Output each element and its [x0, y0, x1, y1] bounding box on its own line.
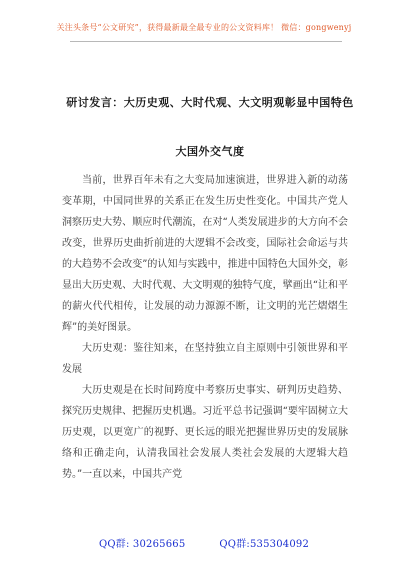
- footer-qq-group-2: QQ群:535304092: [219, 539, 310, 550]
- paragraph-intro: 当前，世界百年未有之大变局加速演进，世界进入新的动荡变革期，中国同世界的关系正在发生历史性变化。中国共产党人洞察历史大势、顺应时代潮流，在对“人类发展进步的大方向不会改变，世界历史曲折前进的大逻辑不会改变，国际社会命运与共的大趋势不会改变”的认知与实践中，推进中国特色大国外交，彰显出大历史观、大时代观、大文明观的独特气度，擘画出“让和平的薪火代代相传，让发展的动力源源不断，让文明的光芒熠熠生辉”的美好图景。: [62, 175, 348, 333]
- paragraph-section-heading: 大历史观：鉴往知来，在坚持独立自主原则中引领世界和平发展: [62, 343, 348, 375]
- document-title-line-1: 研讨发言：大历史观、大时代观、大文明观彰显中国特色: [66, 96, 354, 109]
- header-divider: [70, 41, 342, 42]
- footer-contact: [0, 535, 408, 550]
- footer-qq-group-1: QQ群: 30265665: [98, 539, 186, 550]
- paragraph-section-body: 大历史观是在长时间跨度中考察历史事实、研判历史趋势、探究历史规律、把握历史机遇。习近平总书记强调“要牢固树立大历史观，以更宽广的视野、更长远的眼光把握世界历史的发展脉络和正确走向，认清我国社会发展人类社会发展的大逻辑大趋势。”一直以来，中国共产党: [62, 385, 348, 480]
- header-promo-note: 关注头条号“公文研究”，获得最新最全最专业的公文资料库！ 微信：gongwenyj: [56, 23, 352, 32]
- document-title-line-2: 大国外交气度: [175, 145, 245, 158]
- document-body: [62, 161, 348, 485]
